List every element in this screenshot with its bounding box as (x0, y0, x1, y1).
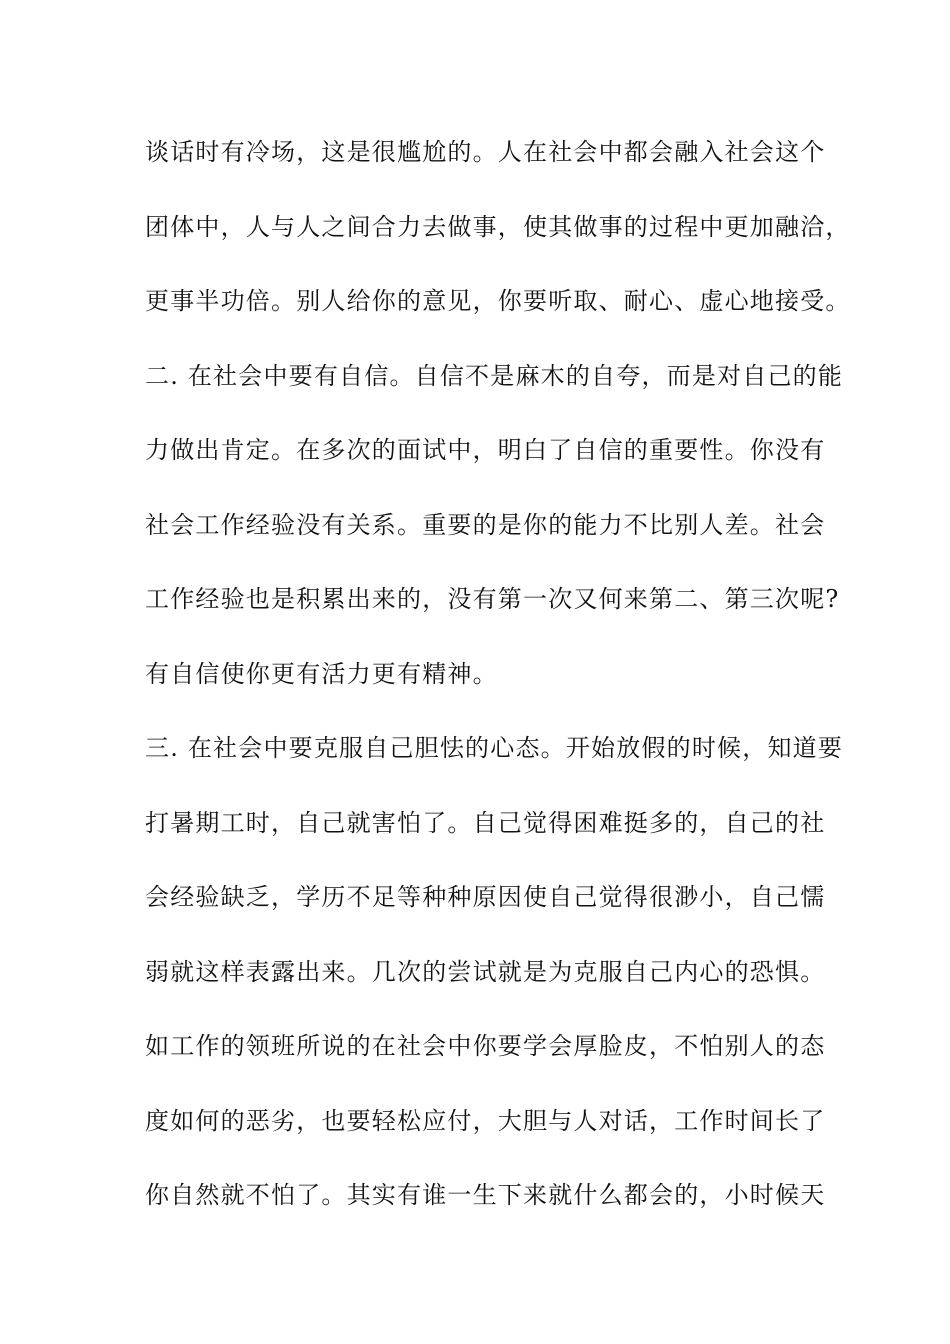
text-line-7: 工作经验也是积累出来的，没有第一次又何来第二、第三次呢? (145, 585, 840, 613)
text-line-12: 弱就这样表露出来。几次的尝试就是为克服自己内心的恐惧。 (145, 957, 826, 986)
text-line-10: 打暑期工时，自己就害怕了。自己觉得困难挺多的，自己的社 (145, 808, 826, 837)
text-line-15: 你自然就不怕了。其实有谁一生下来就什么都会的，小时候天 (145, 1181, 826, 1209)
text-line-8: 有自信使你更有活力更有精神。 (145, 659, 498, 688)
text-line-3: 更事半功倍。别人给你的意见，你要听取、耐心、虚心地接受。 (145, 287, 851, 315)
text-line-14: 度如何的恶劣，也要轻松应付，大胆与人对话，工作时间长了 (145, 1106, 826, 1135)
text-line-13: 如工作的领班所说的在社会中你要学会厚脸皮，不怕别人的态 (145, 1032, 826, 1060)
text-line-6: 社会工作经验没有关系。重要的是你的能力不比别人差。社会 (145, 510, 826, 539)
text-line-9: 三. 在社会中要克服自己胆怯的心态。开始放假的时候，知道要 (145, 734, 844, 762)
text-line-2: 团体中，人与人之间合力去做事，使其做事的过程中更加融洽， (145, 212, 851, 241)
body-text (145, 132, 851, 1250)
text-line-4: 二. 在社会中要有自信。自信不是麻木的自夸，而是对自己的能 (145, 361, 844, 390)
text-line-1: 谈话时有冷场，这是很尴尬的。人在社会中都会融入社会这个 (145, 138, 826, 166)
text-line-5: 力做出肯定。在多次的面试中，明白了自信的重要性。你没有 (145, 436, 826, 464)
text-line-11: 会经验缺乏，学历不足等种种原因使自己觉得很渺小，自己懦 (145, 883, 826, 911)
